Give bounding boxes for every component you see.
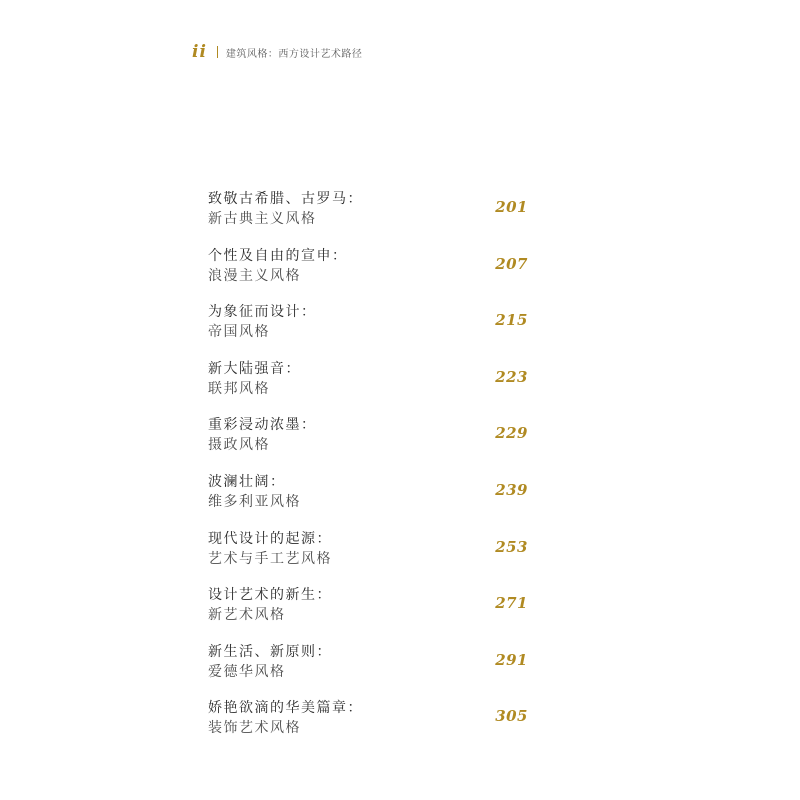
toc-entry — [208, 584, 528, 641]
toc-entry-title: 波澜壮阔： — [208, 473, 286, 490]
toc-entry-page: 305 — [495, 707, 528, 726]
toc-entry-title: 设计艺术的新生： — [208, 587, 332, 604]
toc-entry-subtitle: 爱德华风格 — [208, 663, 286, 680]
toc-entry-title: 娇艳欲滴的华美篇章： — [208, 700, 363, 717]
header-divider — [217, 46, 218, 58]
toc-entry-subtitle: 装饰艺术风格 — [208, 720, 301, 737]
toc-entry — [208, 301, 528, 358]
toc-entry-page: 223 — [495, 367, 528, 386]
toc-entry-subtitle: 帝国风格 — [208, 324, 270, 341]
toc-entry-page: 207 — [495, 254, 528, 273]
toc-entry-title: 为象征而设计： — [208, 304, 317, 321]
toc-entry-page: 271 — [495, 594, 528, 613]
toc-entry-subtitle: 摄政风格 — [208, 437, 270, 454]
table-of-contents — [208, 188, 528, 754]
toc-entry — [208, 641, 528, 698]
toc-entry-title: 现代设计的起源： — [208, 530, 332, 547]
toc-entry-subtitle: 新古典主义风格 — [208, 211, 317, 227]
toc-entry-subtitle: 浪漫主义风格 — [208, 267, 301, 284]
book-title: 建筑风格：西方设计艺术路径 — [225, 48, 363, 60]
toc-entry-page: 253 — [495, 537, 528, 556]
toc-entry — [208, 358, 528, 415]
toc-entry-title: 个性及自由的宣申： — [208, 247, 348, 264]
toc-entry-page: 201 — [495, 198, 528, 216]
toc-entry-subtitle: 联邦风格 — [208, 380, 270, 397]
running-header — [192, 40, 362, 64]
toc-entry — [208, 245, 528, 302]
toc-entry-title: 重彩浸动浓墨： — [208, 417, 317, 434]
toc-entry-page: 229 — [495, 424, 528, 443]
toc-entry-title: 新生活、新原则： — [208, 643, 332, 660]
toc-entry — [208, 414, 528, 471]
toc-entry-page: 291 — [495, 650, 528, 669]
toc-entry — [208, 188, 528, 245]
toc-entry-title: 新大陆强音： — [208, 360, 301, 377]
toc-entry-subtitle: 艺术与手工艺风格 — [208, 550, 332, 567]
toc-entry — [208, 697, 528, 754]
toc-entry — [208, 471, 528, 528]
toc-entry-page: 239 — [495, 480, 528, 499]
toc-entry-title: 致敬古希腊、古罗马： — [208, 191, 363, 207]
toc-entry-page: 215 — [495, 311, 528, 330]
toc-entry — [208, 528, 528, 585]
toc-entry-subtitle: 新艺术风格 — [208, 607, 286, 624]
toc-entry-subtitle: 维多利亚风格 — [208, 493, 301, 510]
page-number: ii — [192, 42, 207, 62]
